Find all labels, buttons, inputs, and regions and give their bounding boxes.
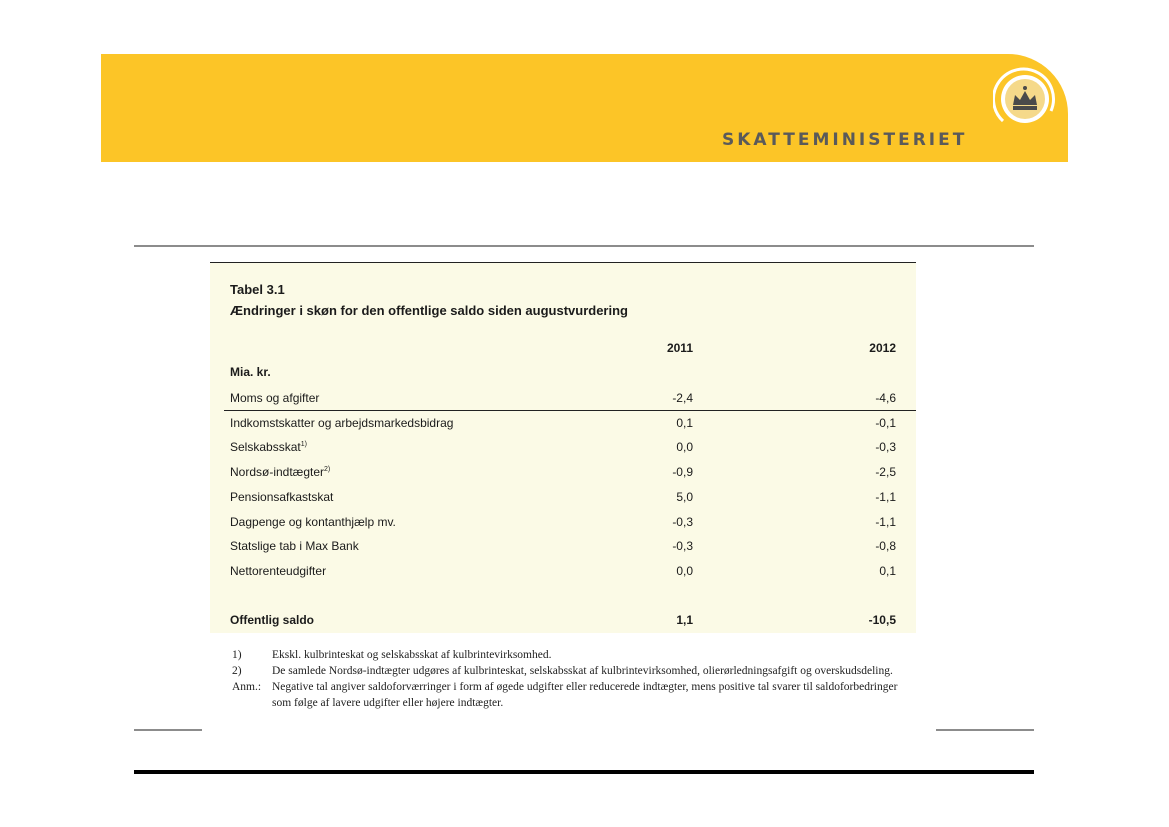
table-row [210,465,916,483]
value-2012: 0,1 [879,564,896,578]
footnote-text: Negative tal angiver saldoforværringer i form af øgede udgifter eller reducerede indtægter, mens positive tal svarer til saldoforbedringer som følge af lavere udgifter eller højere indtægter. [272,681,898,709]
value-2012: -1,1 [875,515,896,529]
value-2011: -0,3 [672,515,693,529]
value-2011: 5,0 [676,490,693,504]
footnote-marker: 2) [324,466,331,473]
row-label: Selskabsskat$^{1)}$ [230,440,307,454]
left-footer-rule [134,729,202,731]
row-label: Pensionsafkastskat [230,490,334,504]
row-separator [224,410,916,411]
table-row-total [210,613,916,631]
crown-logo-icon [993,67,1057,131]
footnote [232,663,912,679]
column-header-2011: 2011 [666,341,693,355]
row-label: Moms og afgifter [230,391,320,405]
value-2012: -4,6 [875,391,896,405]
footnote-text: Ekskl. kulbrinteskat og selskabsskat af kulbrintevirksomhed. [272,649,552,661]
value-2012: -2,5 [875,465,896,479]
footnote-marker: Anm.: [232,681,262,693]
value-2011: 0,1 [676,416,693,430]
right-footer-rule [936,729,1034,731]
table-row [210,490,916,508]
value-2011: -0,3 [672,539,693,553]
table-row [210,416,916,434]
value-2012: -0,1 [875,416,896,430]
footnote-marker: 1) [232,649,242,661]
footnote-marker: 2) [232,665,242,677]
value-2012: -0,3 [875,440,896,454]
value-2011: 0,0 [676,440,693,454]
table-row [210,539,916,557]
table-row [210,515,916,533]
table-row [210,391,916,409]
table-title: Ændringer i skøn for den offentlige saldo siden augustvurdering [230,303,628,318]
row-label: Indkomstskatter og arbejdsmarkedsbidrag [230,416,454,430]
data-table [210,262,916,633]
column-header-2012: 2012 [869,341,896,355]
bottom-divider [134,770,1034,774]
row-label: Statslige tab i Max Bank [230,539,359,553]
top-divider [134,245,1034,247]
value-2011: -0,9 [672,465,693,479]
footnote-text: De samlede Nordsø-indtægter udgøres af kulbrinteskat, selskabsskat af kulbrintevirksomhed, olierørledningsafgift og overskudsdeling. [272,665,893,677]
brand-name: SKATTEMINISTERIET [722,130,968,150]
value-2011: 0,0 [676,564,693,578]
table-row [210,564,916,582]
table-number: Tabel 3.1 [230,282,285,297]
footnote [232,647,912,663]
footnotes [232,647,912,711]
value-2012: -1,1 [875,490,896,504]
footnote-marker: 1) [300,441,307,448]
footnote [232,679,912,711]
table-row [210,440,916,458]
value-2012: -0,8 [875,539,896,553]
value-2011: 1,1 [676,613,693,627]
value-2012: -10,5 [868,613,896,627]
value-2011: -2,4 [672,391,693,405]
row-label: Nordsø-indtægter$^{2)}$ [230,465,331,479]
row-label: Offentlig saldo [230,613,314,627]
row-label: Nettorenteudgifter [230,564,327,578]
unit-label: Mia. kr. [230,365,271,379]
row-label: Dagpenge og kontanthjælp mv. [230,515,396,529]
